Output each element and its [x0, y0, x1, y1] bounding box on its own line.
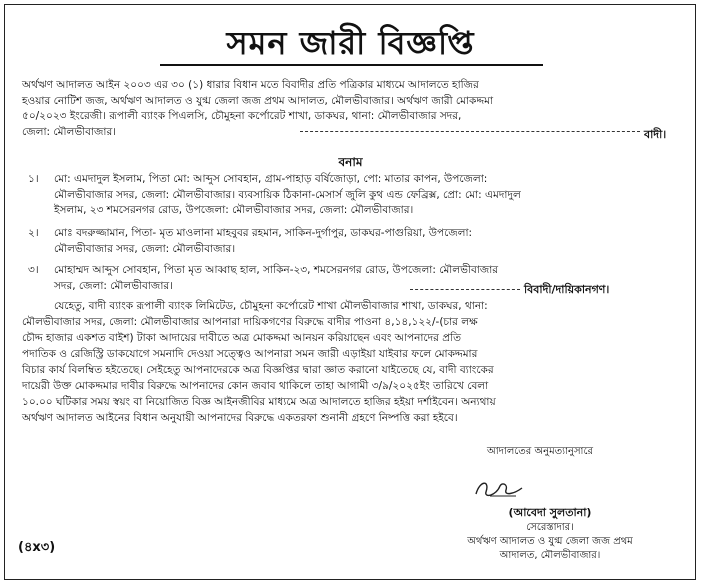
- defendant-item: [54, 172, 669, 219]
- signatory-court-line: অর্থঋণ আদালত ও যুগ্ম জেলা জজ প্রথম: [467, 536, 633, 547]
- intro-line: হওয়ার নোটিশ জজ, অর্থঋণ আদালত ও যুগ্ম জেলা জজ প্রথম আদালত, মৌলভীবাজার। অর্থঋণ জারী মোকদ্দমা: [22, 94, 494, 107]
- body-line: চৌদ্দ হাজার একশত বাইশ) টাকা আদায়ের দাবীতে অত্র মোকদ্দমা আনয়ন করিয়াছেন এবং আপনাদের প্রতি: [22, 332, 461, 344]
- intro-line: ৫০/২০২৩ ইংরেজী। রূপালী ব্যাংক পিএলসি, চৌমুহনা কর্পোরেট শাখা, ডাকঘর, থানা: মৌলভীবাজার সদর,: [22, 110, 462, 122]
- bibadi-dash-line: [410, 289, 520, 290]
- body-line: বিচার কার্য বিলম্বিত হইতেছে। সেইহেতু আপনাদেরকে অত্র বিজ্ঞপ্তির দ্বারা জ্ঞাত করানো যাইতেছে যে, বাদী ব্যাংকের: [22, 364, 494, 376]
- defendant-line: মোহাম্মদ আব্দুস সোবহান, পিতা মৃত আব্বাছ হাল, সাকিন-২৩, শমসেরনগর রোড, উপজেলা: মৌলভীবাজার: [54, 264, 499, 276]
- summons-body: [22, 298, 672, 426]
- defendant-line: মৌলভীবাজার সদর, জেলা: মৌলভীবাজার। ব্যবসায়িক ঠিকানা-মেসার্স জুলি কুথ এন্ড ফেব্রিক্স, প্রো: মো: এমদাদুল: [54, 188, 521, 201]
- defendant-line: ইসলাম, ২৩ শমসেরনগর রোড, উপজেলা: মৌলভীবাজার সদর, জেলা: মৌলভীবাজার।: [54, 204, 414, 216]
- defendant-item: [54, 226, 669, 257]
- signatory-name: (আবেদা সুলতানা): [508, 506, 592, 519]
- defendant-number: ৩।: [28, 264, 39, 276]
- body-line: অর্থঋণ আদালত আইনের বিধান অনুযায়ী আপনাদের বিরুদ্ধে একতরফা শুনানী গ্রহণে নিষ্পত্তি করা হইবে।: [22, 412, 458, 424]
- defendant-line: সদর, জেলা: মৌলভীবাজার।: [54, 279, 173, 292]
- signature-icon: [470, 476, 530, 502]
- defendant-line: মো: এমদাদুল ইসলাম, পিতা মো: আব্দুস সোবহান, গ্রাম-পাহাড় বর্ষিজোড়া, পো: মাতার কাপন, উপজেলা:: [54, 173, 488, 185]
- body-line: ১০.০০ ঘটিকার সময় স্বয়ং বা নিয়োজিত বিজ্ঞ আইনজীবির মাধ্যমে অত্র আদালতে হাজির হইয়া দর্শাইবেন। অন্যথায়: [22, 396, 496, 408]
- banam-heading: বনাম: [338, 155, 363, 169]
- title-underline: [160, 64, 543, 66]
- intro-line: অর্থঋণ আদালত আইন ২০০৩ এর ৩০ (১) ধারার বিধান মতে বিবাদীর প্রতি পত্রিকার মাধ্যমে আদালতে হাজির: [22, 79, 479, 91]
- signatory-court-line: আদালত, মৌলভীবাজার।: [499, 550, 601, 561]
- signatory-role: সেরেস্তাদার।: [526, 522, 574, 533]
- body-line: দায়েরী উক্ত মোকদ্দমার দাবীর বিরুদ্ধে আপনাদের কোন জবাব থাকিলে তাহা আগামী ৩/৯/২০২৫ইং তারিখে বেলা: [22, 380, 489, 392]
- intro-line: জেলা: মৌলভীবাজার।: [22, 125, 117, 138]
- court-order-note: আদালতের অনুমত্যানুসারে: [487, 446, 593, 457]
- defendant-line: মৌলভীবাজার সদর, জেলা: মৌলভীবাজার।: [54, 242, 236, 255]
- badi-dash-line: [300, 131, 640, 132]
- bibadi-label: বিবাদী/দায়িকানগণ।: [524, 283, 610, 296]
- body-line: পদাতিক ও রেজিস্ট্রি ডাকযোগে সমনাদি দেওয়া সত্ত্বেও আপনারা সমন জারী এড়াইয়া যাইবার ফলে মোকদ্দমার: [22, 348, 478, 360]
- body-line: যেহেতু, বাদী ব্যাংক রূপালী ব্যাংক লিমিটেড, চৌমুহনা কর্পোরেট শাখা মৌলভীবাজার শাখা, ডাকঘর, থানা:: [54, 300, 488, 312]
- defendant-number: ১।: [28, 173, 39, 185]
- badi-label: বাদী।: [644, 128, 667, 141]
- notice-title: সমন জারী বিজ্ঞপ্তি: [226, 24, 475, 62]
- body-line: মৌলভীবাজার সদর, জেলা: মৌলভীবাজার আপনারা দায়িকগণের বিরুদ্ধে বাদীর পাওনা ৪,১৪,১২২/-(চার লক্ষ: [22, 316, 478, 328]
- defendant-number: ২।: [28, 227, 39, 239]
- defendant-line: মোঃ বদরুজ্জামান, পিতা- মৃত মাওলানা মাহবুবর রহমান, সাকিন-দুর্গাপুর, ডাকঘর-পাগুরিয়া, উপজেলা:: [54, 227, 473, 239]
- ad-size-label: (৪x৩): [18, 540, 56, 555]
